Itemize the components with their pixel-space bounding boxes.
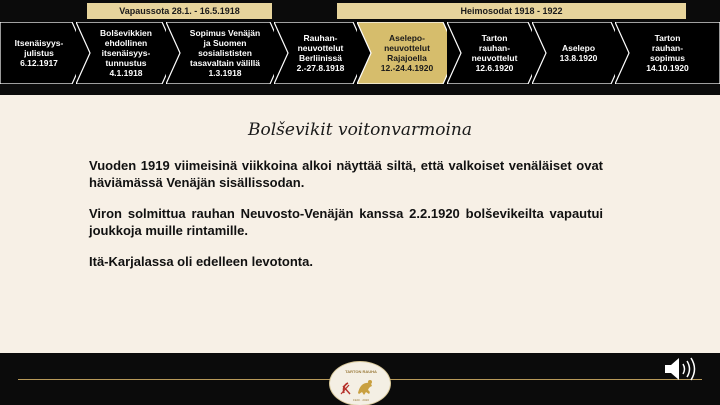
timeline-item-label: Rauhan- neuvottelut Berliinissä 2.-27.8.1918 — [296, 33, 345, 73]
slide-title: Bolševikit voitonvarmoina — [248, 120, 472, 140]
speaker-icon[interactable] — [662, 354, 702, 384]
body-paragraph: Vuoden 1919 viimeisinä viikkoina alkoi näyttää siltä, että valkoiset venäläiset ovat häviämässä Venäjän sisällissodan. — [89, 158, 603, 190]
timeline-item-label: Tarton rauhan- neuvottelut 12.6.1920 — [471, 33, 518, 73]
tarton-rauha-logo — [329, 361, 391, 405]
timeline-item-itsenaisyysjulistus[interactable] — [0, 22, 86, 84]
timeline-item-tarton-neuvottelut[interactable] — [447, 22, 542, 84]
footer-bar — [0, 353, 720, 405]
timeline-item-tarton-rauhansopimus[interactable] — [615, 22, 720, 84]
timeline-item-sopimus[interactable] — [166, 22, 284, 84]
timeline-item-aselepo-neuvottelut[interactable] — [357, 22, 457, 84]
timeline-item-label: Bolševikkien ehdollinen itsenäisyys- tunnustus 4.1.1918 — [100, 28, 152, 78]
timeline-item-label: Itsenäisyys- julistus 6.12.1917 — [14, 38, 64, 68]
timeline-item-label: Aselepo- neuvottelut Rajajoella 12.-24.4.1920 — [380, 33, 434, 73]
timeline-item-aselepo[interactable] — [532, 22, 625, 84]
timeline-item-berliini[interactable] — [274, 22, 367, 84]
timeline-item-label: Sopimus Venäjän ja Suomen sosialististen tasavaltain välillä 1.3.1918 — [189, 28, 261, 78]
timeline — [0, 22, 720, 84]
logo-text: TARTON RAUHA — [345, 369, 377, 374]
period-label-vapaussota: Vapaussota 28.1. - 16.5.1918 — [87, 3, 272, 19]
timeline-item-label: Tarton rauhan- sopimus 14.10.1920 — [646, 33, 689, 73]
timeline-item-label: Aselepo 13.8.1920 — [559, 43, 598, 63]
body-paragraph: Viron solmittua rauhan Neuvosto-Venäjän kanssa 2.2.1920 bolševikeilta vapautui joukkoja muille rintamille. — [89, 206, 603, 238]
period-label-heimosodat: Heimosodat 1918 - 1922 — [337, 3, 686, 19]
slide-body — [89, 157, 603, 284]
body-paragraph: Itä-Karjalassa oli edelleen levotonta. — [89, 254, 313, 269]
timeline-item-tunnustus[interactable] — [76, 22, 176, 84]
logo-years: 1920 · 2020 — [352, 398, 369, 402]
